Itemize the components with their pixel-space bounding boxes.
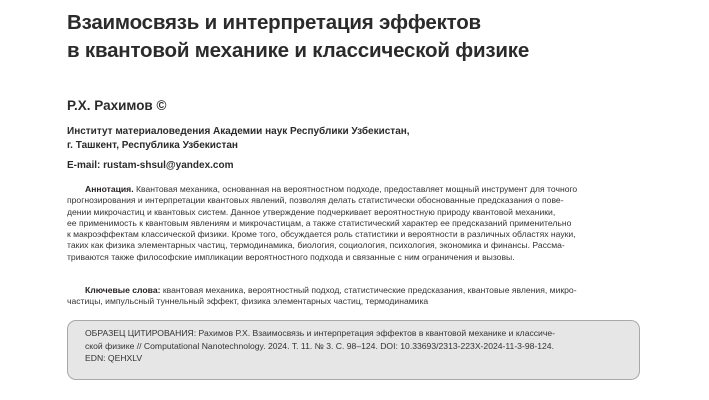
affiliation-line-2: г. Ташкент, Республика Узбекистан: [67, 140, 238, 151]
citation-line: EDN: QEHXLV: [85, 353, 143, 363]
abstract: [67, 184, 640, 263]
affiliation-line-1: Институт материаловедения Академии наук Республики Узбекистан,: [67, 126, 410, 137]
citation-box: [67, 320, 640, 380]
keywords: [67, 285, 640, 308]
author-name: Р.Х. Рахимов ©: [67, 98, 167, 113]
abstract-line: ее применимость к квантовым явлениям и микрочастицам, а также статистический характер ее предсказаний применительно: [67, 217, 572, 228]
abstract-line: триваются также философские импликации вероятностного подхода и связанные с ним ограничения и вызовы.: [67, 251, 515, 262]
citation-line: ской физике // Computational Nanotechnology. 2024. Т. 11. № 3. С. 98–124. DOI: 10.33693/2313-223X-2024-11-3-98-124.: [85, 340, 554, 351]
citation-line: ОБРАЗЕЦ ЦИТИРОВАНИЯ: Рахимов Р.Х. Взаимосвязь и интерпретация эффектов в квантовой механике и классиче-: [85, 328, 555, 338]
keywords-label: Ключевые слова:: [85, 285, 161, 295]
keywords-line: [67, 285, 640, 296]
abstract-line: прогнозирования и интерпретации квантовых явлений, позволяя делать статистически обоснованные предсказания о пове-: [67, 195, 564, 206]
keywords-text: квантовая механика, вероятностный подход, статистические предсказания, квантовые явления, микро-: [162, 285, 577, 295]
affiliation: [67, 125, 410, 153]
article-title: [67, 9, 667, 65]
abstract-line: дении микрочастиц и квантовых систем. Данное утверждение подчеркивает вероятностную природу квантовой механики,: [67, 206, 556, 217]
abstract-line: [67, 184, 640, 195]
abstract-text: Квантовая механика, основанная на вероятностном подходе, предоставляет мощный инструмент для точного: [135, 184, 578, 194]
abstract-line: к макроэффектам классической физики. Кроме того, обсуждается роль статистики и вероятности в различных областях науки,: [67, 229, 576, 240]
article-title-line-1: Взаимосвязь и интерпретация эффектов: [67, 11, 481, 34]
abstract-label: Аннотация.: [85, 184, 134, 194]
author-email: E-mail: rustam-shsul@yandex.com: [67, 160, 234, 171]
abstract-line: таких как физика элементарных частиц, термодинамика, биология, социология, психология, экономика и финансы. Рассма-: [67, 240, 565, 251]
keywords-line: частицы, импульсный туннельный эффект, физика элементарных частиц, термодинамика: [67, 296, 429, 307]
article-title-line-2: в квантовой механике и классической физике: [67, 39, 530, 62]
